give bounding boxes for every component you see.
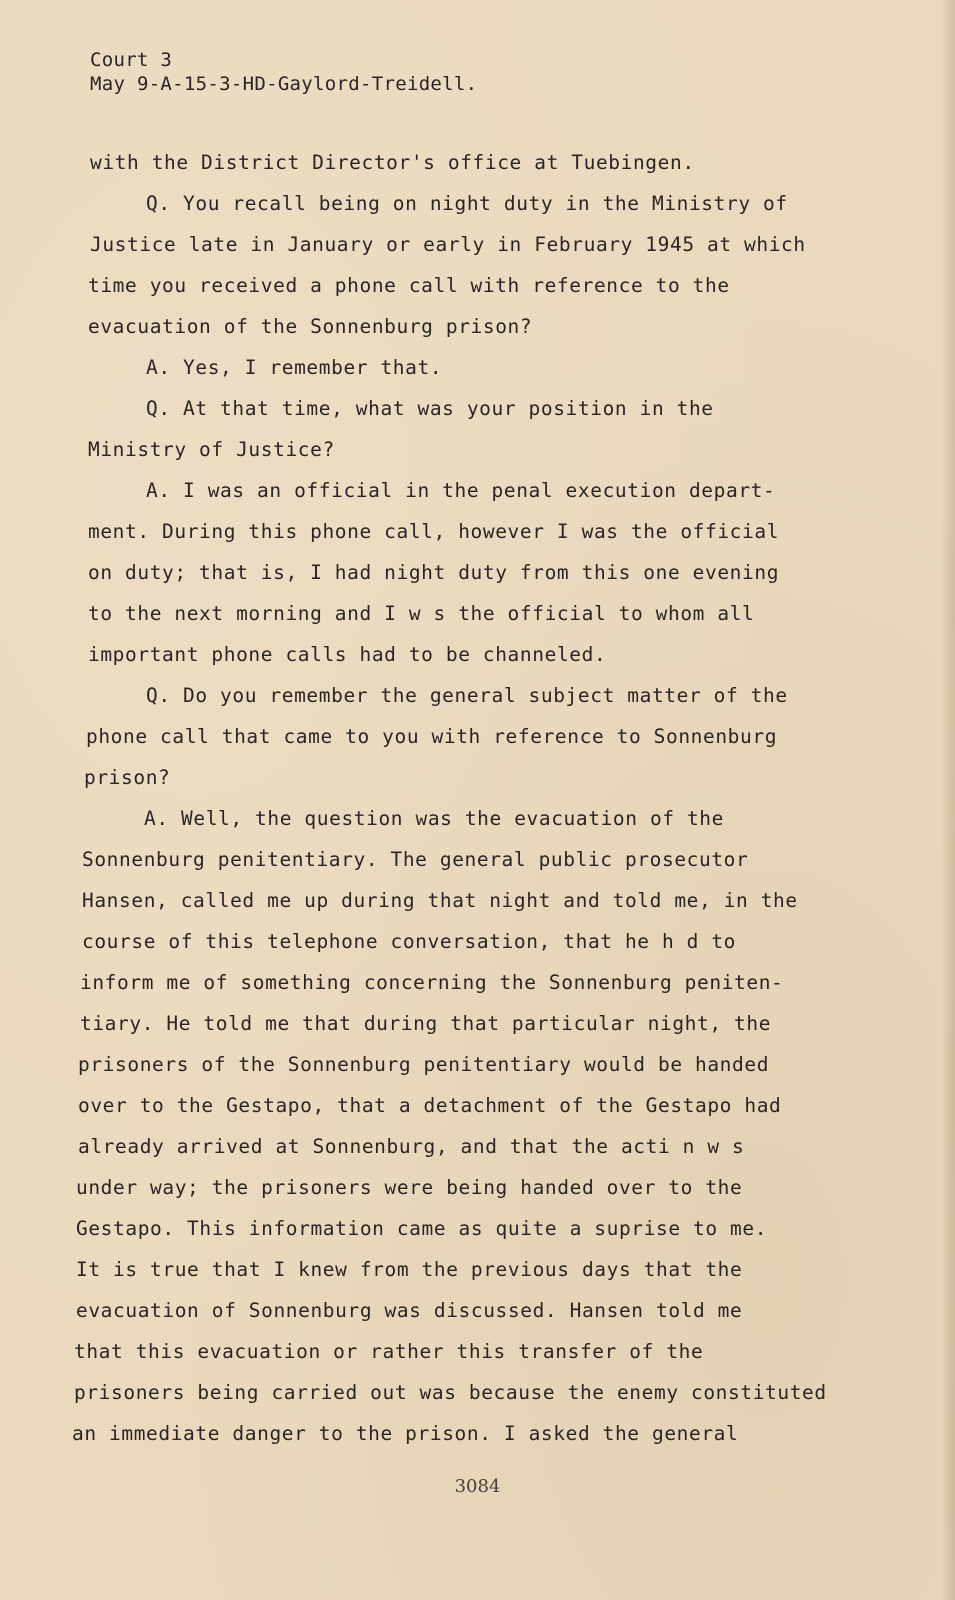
text-line: under way; the prisoners were being handed over to the bbox=[76, 1176, 743, 1199]
court-line: Court 3 bbox=[90, 49, 173, 71]
text-line: time you received a phone call with reference to the bbox=[88, 274, 730, 297]
text-line: Gestapo. This information came as quite a suprise to me. bbox=[76, 1217, 768, 1240]
text-line: prisoners of the Sonnenburg penitentiary would be handed bbox=[78, 1053, 770, 1076]
session-reference-line: May 9-A-15-3-HD-Gaylord-Treidell. bbox=[90, 73, 478, 95]
text-line: over to the Gestapo, that a detachment of the Gestapo had bbox=[78, 1094, 782, 1117]
text-line: A. Well, the question was the evacuation of the bbox=[144, 807, 724, 830]
text-line: Q. You recall being on night duty in the Ministry of bbox=[146, 192, 788, 215]
text-line: Sonnenburg penitentiary. The general public prosecutor bbox=[82, 848, 749, 871]
text-line: prisoners being carried out was because the enemy constituted bbox=[74, 1381, 827, 1404]
text-line: tiary. He told me that during that particular night, the bbox=[80, 1012, 772, 1035]
text-line: phone call that came to you with reference to Sonnenburg bbox=[86, 725, 778, 748]
text-line: on duty; that is, I had night duty from this one evening bbox=[88, 561, 780, 584]
text-line: A. Yes, I remember that. bbox=[146, 356, 443, 379]
text-line: an immediate danger to the prison. I asked the general bbox=[72, 1422, 739, 1445]
text-line: It is true that I knew from the previous days that the bbox=[76, 1258, 743, 1281]
text-line: already arrived at Sonnenburg, and that the acti n w s bbox=[78, 1135, 745, 1158]
text-line: evacuation of Sonnenburg was discussed. Hansen told me bbox=[76, 1299, 743, 1322]
text-line: to the next morning and I w s the official to whom all bbox=[88, 602, 755, 625]
text-line: Justice late in January or early in February 1945 at which bbox=[90, 233, 806, 256]
text-line: inform me of something concerning the Sonnenburg peniten- bbox=[80, 971, 784, 994]
text-line: important phone calls had to be channeled. bbox=[88, 643, 607, 666]
page-number: 3084 bbox=[454, 1476, 501, 1497]
text-line: prison? bbox=[84, 766, 171, 789]
text-line: Hansen, called me up during that night and told me, in the bbox=[82, 889, 798, 912]
text-line: A. I was an official in the penal execution depart- bbox=[146, 479, 776, 502]
text-line: ment. During this phone call, however I was the official bbox=[88, 520, 780, 543]
text-line: Q. Do you remember the general subject matter of the bbox=[146, 684, 788, 707]
page-edge-shadow bbox=[941, 0, 955, 1600]
text-line: that this evacuation or rather this transfer of the bbox=[74, 1340, 704, 1363]
text-line: Ministry of Justice? bbox=[88, 438, 335, 461]
text-line: course of this telephone conversation, that he h d to bbox=[82, 930, 737, 953]
document-header bbox=[90, 48, 477, 96]
text-line: Q. At that time, what was your position in the bbox=[146, 397, 714, 420]
text-line: with the District Director's office at Tuebingen. bbox=[90, 151, 695, 174]
text-line: evacuation of the Sonnenburg prison? bbox=[88, 315, 533, 338]
